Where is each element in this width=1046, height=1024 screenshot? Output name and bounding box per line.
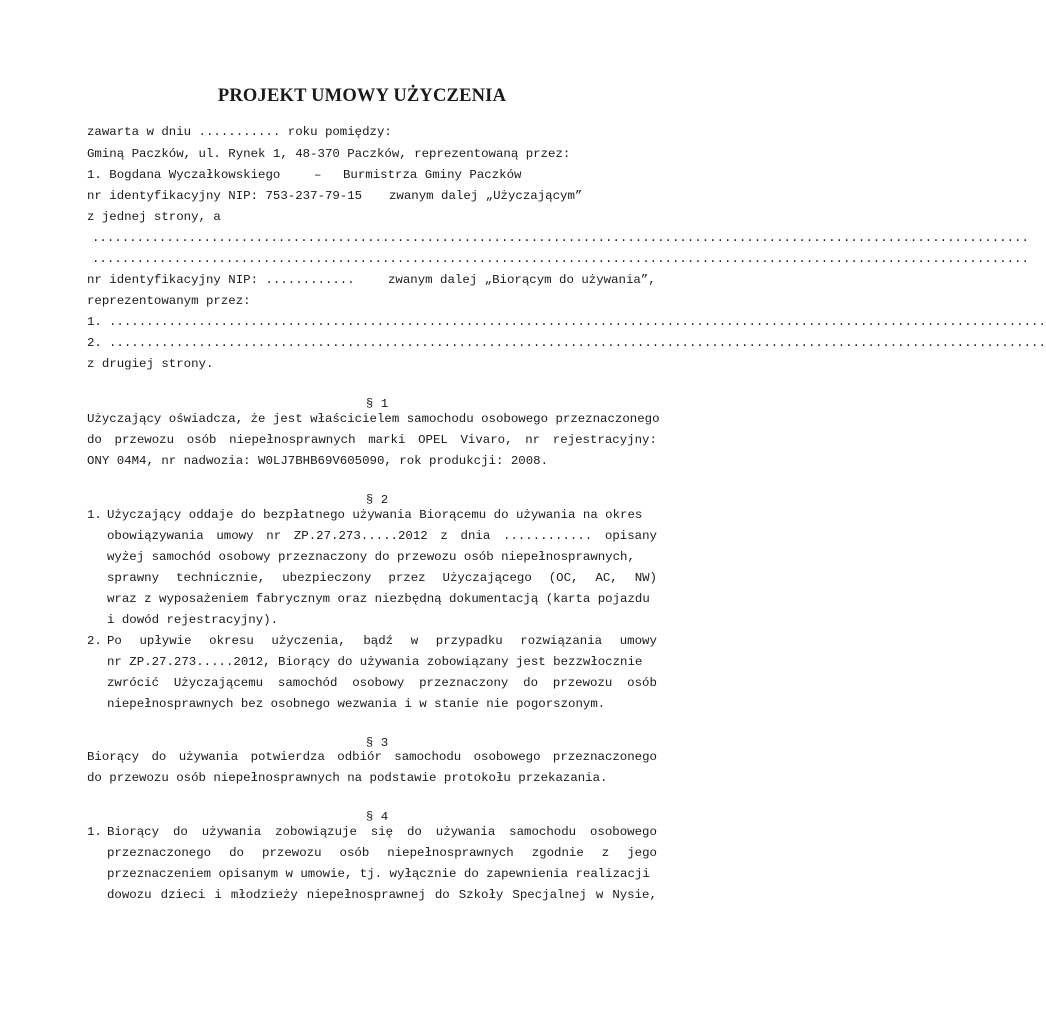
section-3-line-2: do przewozu osób niepełnosprawnych na podstawie protokołu przekazania. xyxy=(87,771,608,785)
word: sprawny xyxy=(107,571,160,585)
word: używania xyxy=(435,825,496,839)
word: się xyxy=(370,825,394,839)
representatives-label: reprezentowanym przez: xyxy=(87,294,251,308)
word: technicznie, xyxy=(176,571,266,585)
section-2-item-1-line-5: wraz z wyposażeniem fabrycznym oraz niezbędną dokumentacją (karta pojazdu xyxy=(107,592,650,606)
word: ubezpieczony xyxy=(282,571,372,585)
word: z xyxy=(440,529,448,543)
word: osób xyxy=(339,846,370,860)
word: przewozu xyxy=(114,433,175,447)
word: ZP.27.273.....2012 xyxy=(293,529,428,543)
section-1-line-1: Użyczający oświadcza, że jest właścicielem samochodu osobowego przeznaczonego xyxy=(87,412,660,426)
lender-designation: zwanym dalej „Użyczającym” xyxy=(389,189,583,203)
section-4-item-1-line-2 xyxy=(107,847,657,859)
section-2-heading: § 2 xyxy=(365,493,389,507)
section-4-item-1-line-1 xyxy=(107,826,657,838)
word: do xyxy=(229,846,244,860)
section-2-item-1-line-1: Użyczający oddaje do bezpłatnego używania Biorącemu do używania na okres xyxy=(107,508,643,522)
word: okresu xyxy=(209,634,254,648)
section-4-item-1-line-4 xyxy=(107,889,657,901)
word: Specjalnej xyxy=(512,888,587,902)
word: osób xyxy=(627,676,657,690)
borrower-name-blank: .............................................................................................................................. xyxy=(92,231,1029,245)
word: dowozu xyxy=(107,888,152,902)
word: OPEL xyxy=(418,433,448,447)
word: rozwiązania xyxy=(520,634,603,648)
word: samochód xyxy=(277,676,338,690)
word: obowiązywania xyxy=(107,529,204,543)
word: używania xyxy=(201,825,262,839)
word: Vivaro, xyxy=(460,433,513,447)
word: do xyxy=(523,676,539,690)
word: samochodu xyxy=(509,825,577,839)
word: do xyxy=(87,433,102,447)
section-4-item-1-number: 1. xyxy=(87,825,102,839)
word: Użyczającego xyxy=(442,571,532,585)
borrower-nip: nr identyfikacyjny NIP: ............ xyxy=(87,273,355,287)
word: rejestracyjny: xyxy=(552,433,657,447)
word: osobowy xyxy=(352,676,405,690)
section-2-item-2-line-4: niepełnosprawnych bez osobnego wezwania i w stanie nie pogorszonym. xyxy=(107,697,606,711)
word: umowy xyxy=(619,634,657,648)
word: niepełnosprawnej xyxy=(306,888,426,902)
word: przeznaczonego xyxy=(107,846,212,860)
word: przypadku xyxy=(435,634,503,648)
word: do xyxy=(172,825,188,839)
word: opisany xyxy=(604,529,657,543)
section-3-line-1 xyxy=(87,751,657,763)
word: marki xyxy=(368,433,406,447)
section-4-heading: § 4 xyxy=(365,810,389,824)
section-4-item-1-line-3: przeznaczeniem opisanym w umowie, tj. wyłącznie do zapewnienia realizacji xyxy=(107,867,650,881)
representative-2-blank: .............................................................................................................................. xyxy=(109,336,1046,350)
representative-2-number: 2. xyxy=(87,336,102,350)
word: do xyxy=(407,825,422,839)
word: potwierdza xyxy=(250,750,325,764)
municipality-line: Gminą Paczków, ul. Rynek 1, 48-370 Paczków, reprezentowaną przez: xyxy=(87,147,571,161)
word: osobowego xyxy=(473,750,541,764)
word: umowy xyxy=(216,529,254,543)
word: używania xyxy=(178,750,239,764)
section-2-item-2-number: 2. xyxy=(87,634,102,648)
word: AC, xyxy=(595,571,618,585)
borrower-address-blank: .............................................................................................................................. xyxy=(92,252,1029,266)
word: odbiór xyxy=(337,750,382,764)
word: przeznaczonego xyxy=(552,750,657,764)
word: i xyxy=(214,888,222,902)
word: NW) xyxy=(634,571,657,585)
second-party-end: z drugiej strony. xyxy=(87,357,214,371)
word: niepełnosprawnych xyxy=(229,433,356,447)
word: upływie xyxy=(139,634,192,648)
word: Biorący xyxy=(107,825,160,839)
section-2-item-2-line-2: nr ZP.27.273.....2012, Biorący do używania zobowiązany jest bezzwłocznie xyxy=(107,655,643,669)
section-2-item-2-line-1 xyxy=(107,635,657,647)
word: jego xyxy=(627,846,657,860)
word: przez xyxy=(388,571,426,585)
word: Nysie, xyxy=(612,888,657,902)
section-1-line-3: ONY 04M4, nr nadwozia: W0LJ7BHB69V605090, rok produkcji: 2008. xyxy=(87,454,549,468)
word: ............ xyxy=(502,529,593,543)
word: przeznaczony xyxy=(419,676,509,690)
word: zobowiązuje xyxy=(275,825,357,839)
mayor-name: 1. Bogdana Wyczałkowskiego xyxy=(87,168,281,182)
word: w xyxy=(595,888,604,902)
word: przewozu xyxy=(262,846,322,860)
mayor-dash: – xyxy=(314,168,322,182)
section-2-item-1-line-3: wyżej samochód osobowy przeznaczony do przewozu osób niepełnosprawnych, xyxy=(107,550,635,564)
word: w xyxy=(410,634,419,648)
word: samochodu xyxy=(394,750,462,764)
lender-nip: nr identyfikacyjny NIP: 753-237-79-15 xyxy=(87,189,363,203)
word: (OC, xyxy=(548,571,579,585)
word: Po xyxy=(107,634,122,648)
section-1-heading: § 1 xyxy=(365,397,389,411)
first-party-end: z jednej strony, a xyxy=(87,210,221,224)
contract-date-line: zawarta w dniu ........... roku pomiędzy: xyxy=(87,125,392,139)
borrower-designation: zwanym dalej „Biorącym do używania”, xyxy=(388,273,656,287)
word: Biorący xyxy=(87,750,140,764)
word: osobowego xyxy=(589,825,657,839)
section-1-line-2 xyxy=(87,434,657,446)
word: Szkoły xyxy=(458,888,504,902)
word: dnia xyxy=(460,529,491,543)
word: do xyxy=(151,750,167,764)
mayor-role: Burmistrza Gminy Paczków xyxy=(343,168,522,182)
section-3-heading: § 3 xyxy=(365,736,389,750)
representative-1-number: 1. xyxy=(87,315,102,329)
word: z xyxy=(601,846,610,860)
word: młodzieży xyxy=(230,888,298,902)
word: nr xyxy=(525,433,541,447)
word: niepełnosprawnych xyxy=(387,846,514,860)
word: zgodnie xyxy=(531,846,584,860)
section-2-item-1-number: 1. xyxy=(87,508,102,522)
section-2-item-1-line-4 xyxy=(107,572,657,584)
word: do xyxy=(434,888,450,902)
word: osób xyxy=(186,433,217,447)
word: nr xyxy=(266,529,282,543)
word: użyczenia, xyxy=(271,634,346,648)
word: Użyczającemu xyxy=(173,676,264,690)
word: przewozu xyxy=(552,676,613,690)
section-2-item-2-line-3 xyxy=(107,677,657,689)
representative-1-blank: .............................................................................................................................. xyxy=(109,315,1046,329)
document-title: PROJEKT UMOWY UŻYCZENIA xyxy=(217,86,507,106)
word: bądź xyxy=(363,634,394,648)
section-2-item-1-line-2 xyxy=(107,530,657,542)
word: dzieci xyxy=(160,888,206,902)
section-2-item-1-line-6: i dowód rejestracyjny). xyxy=(107,613,279,627)
word: zwrócić xyxy=(107,676,160,690)
